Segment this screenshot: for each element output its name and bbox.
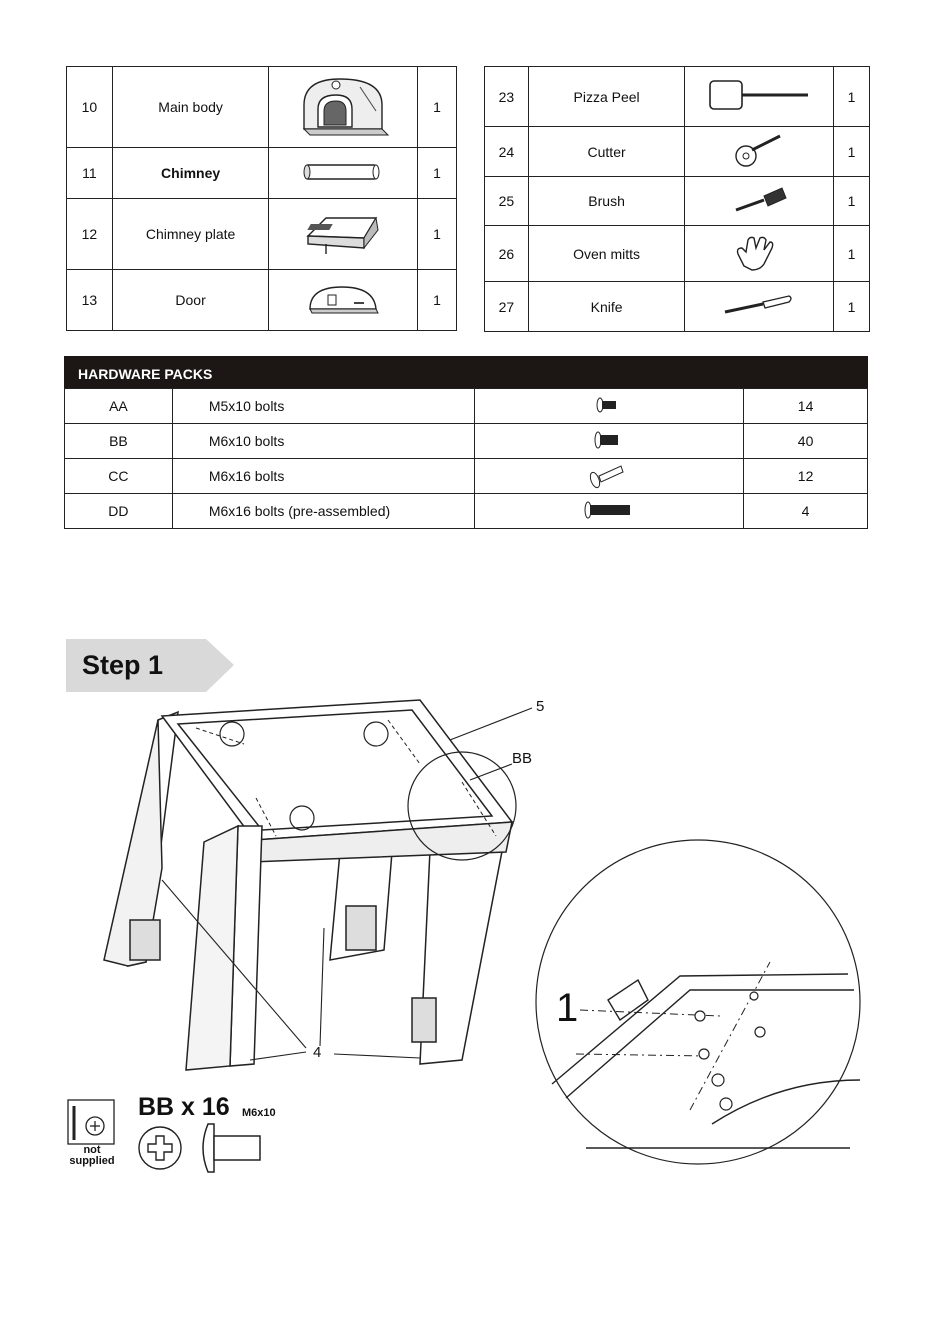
bolt-count: BB x 16 bbox=[138, 1093, 230, 1121]
part-qty: 1 bbox=[834, 177, 870, 226]
part-number: 23 bbox=[485, 67, 529, 127]
hardware-code: BB bbox=[65, 424, 173, 459]
part-name: Chimney plate bbox=[112, 199, 269, 270]
part-qty: 1 bbox=[418, 67, 457, 148]
part-number: 12 bbox=[67, 199, 113, 270]
hardware-desc: M6x10 bolts bbox=[172, 424, 474, 459]
screwdriver-icon bbox=[68, 1100, 114, 1144]
hardware-qty: 14 bbox=[744, 389, 868, 424]
hardware-desc: M6x16 bolts bbox=[172, 459, 474, 494]
part-number: 11 bbox=[67, 148, 113, 199]
hardware-code: AA bbox=[65, 389, 173, 424]
part-number: 10 bbox=[67, 67, 113, 148]
part-qty: 1 bbox=[834, 226, 870, 282]
part-number: 26 bbox=[485, 226, 529, 282]
part-qty: 1 bbox=[834, 282, 870, 332]
hardware-code: DD bbox=[65, 494, 173, 529]
part-name: Main body bbox=[112, 67, 269, 148]
bolt-side-icon bbox=[203, 1124, 260, 1172]
part-qty: 1 bbox=[418, 270, 457, 331]
part-name: Knife bbox=[528, 282, 684, 332]
hardware-qty: 12 bbox=[744, 459, 868, 494]
detail-view-circle bbox=[536, 840, 860, 1164]
callout-4: 4 bbox=[313, 1044, 322, 1061]
part-name: Oven mitts bbox=[528, 226, 684, 282]
part-number: 13 bbox=[67, 270, 113, 331]
part-name: Brush bbox=[528, 177, 684, 226]
callout-5: 5 bbox=[536, 698, 545, 715]
hardware-desc: M6x16 bolts (pre-assembled) bbox=[172, 494, 474, 529]
step-title: Step 1 bbox=[82, 650, 164, 680]
part-name: Cutter bbox=[528, 127, 684, 177]
part-number: 27 bbox=[485, 282, 529, 332]
hardware-qty: 4 bbox=[744, 494, 868, 529]
part-name: Chimney bbox=[112, 148, 269, 199]
part-qty: 1 bbox=[834, 67, 870, 127]
hardware-packs-header: HARDWARE PACKS bbox=[64, 356, 868, 388]
not-supplied-note: not supplied bbox=[69, 1144, 115, 1167]
hardware-code: CC bbox=[65, 459, 173, 494]
bolt-size: M6x10 bbox=[242, 1107, 276, 1119]
callout-1: 1 bbox=[556, 986, 579, 1030]
hardware-qty: 40 bbox=[744, 424, 868, 459]
part-name: Pizza Peel bbox=[528, 67, 684, 127]
part-qty: 1 bbox=[418, 199, 457, 270]
part-number: 25 bbox=[485, 177, 529, 226]
part-name: Door bbox=[112, 270, 269, 331]
part-number: 24 bbox=[485, 127, 529, 177]
part-qty: 1 bbox=[834, 127, 870, 177]
part-qty: 1 bbox=[418, 148, 457, 199]
hardware-desc: M5x10 bolts bbox=[172, 389, 474, 424]
phillips-head-icon bbox=[139, 1127, 181, 1169]
callout-bb: BB bbox=[512, 750, 533, 767]
